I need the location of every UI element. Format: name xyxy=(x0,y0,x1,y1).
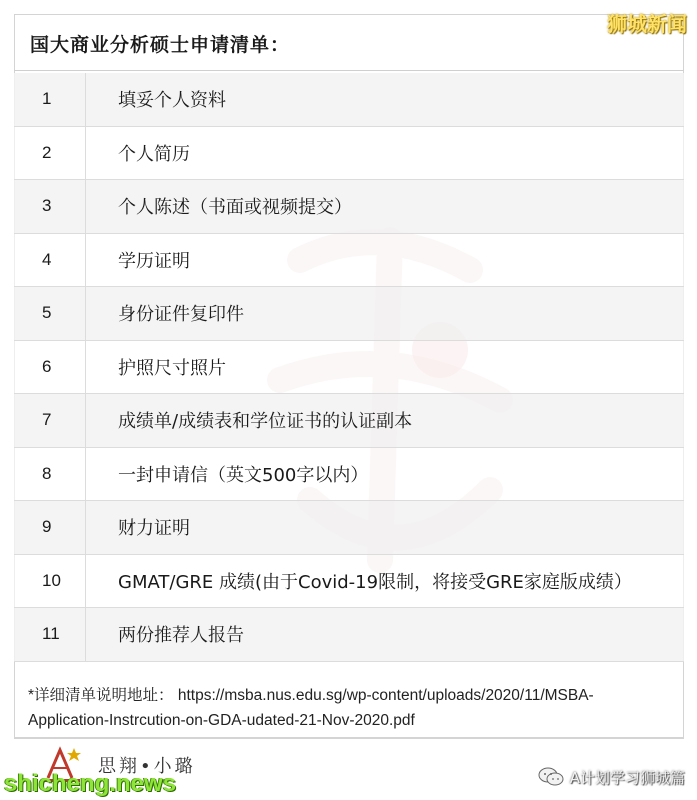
checklist-row xyxy=(14,608,684,662)
item-text: 学历证明 xyxy=(118,250,190,272)
item-number: 5 xyxy=(14,287,86,340)
item-number: 4 xyxy=(14,234,86,287)
checklist-row xyxy=(14,234,684,288)
wechat-account-name: A计划学习狮城篇 xyxy=(569,768,685,787)
item-text: 一封申请信（英文500字以内） xyxy=(118,464,369,486)
checklist-row xyxy=(14,394,684,448)
item-text: 身份证件复印件 xyxy=(118,304,244,326)
wechat-account xyxy=(538,766,685,788)
checklist-row xyxy=(14,341,684,395)
item-number: 2 xyxy=(14,127,86,180)
item-text: 护照尺寸照片 xyxy=(118,357,226,379)
footer-divider xyxy=(14,738,684,739)
item-text: 成绩单/成绩表和学位证书的认证副本 xyxy=(118,411,413,433)
item-number: 7 xyxy=(14,394,86,447)
wechat-icon xyxy=(538,766,564,788)
checklist-table xyxy=(14,73,684,662)
item-number: 3 xyxy=(14,180,86,233)
item-number: 6 xyxy=(14,341,86,394)
item-number: 9 xyxy=(14,501,86,554)
brand-corner-label: 狮城新闻 xyxy=(607,12,687,36)
checklist-row xyxy=(14,73,684,127)
item-number: 8 xyxy=(14,448,86,501)
checklist-row xyxy=(14,555,684,609)
checklist-row xyxy=(14,180,684,234)
site-watermark: shicheng.news xyxy=(4,770,177,797)
page-title: 国大商业分析硕士申请清单： xyxy=(30,34,291,56)
checklist-row xyxy=(14,501,684,555)
item-text: 财力证明 xyxy=(118,518,190,540)
item-text: 个人陈述（书面或视频提交） xyxy=(118,197,352,219)
item-text: 个人简历 xyxy=(118,143,190,165)
item-number: 1 xyxy=(14,73,86,126)
author-name: 思翔•小璐 xyxy=(98,756,196,777)
item-text: 填妥个人资料 xyxy=(118,90,226,112)
header-divider xyxy=(14,70,684,71)
checklist-row xyxy=(14,287,684,341)
item-text: GMAT/GRE 成绩(由于Covid-19限制，将接受GRE家庭版成绩） xyxy=(118,571,632,593)
checklist-row xyxy=(14,127,684,181)
item-text: 两份推荐人报告 xyxy=(118,625,244,647)
details-note: *详细清单说明地址： https://msba.nus.edu.sg/wp-content/uploads/2020/11/MSBA-Application-Instrcution-on-GDA-udated-21-Nov-2020.pdf xyxy=(28,687,594,729)
item-number: 10 xyxy=(14,555,86,608)
checklist-row xyxy=(14,448,684,502)
item-number: 11 xyxy=(14,608,86,661)
